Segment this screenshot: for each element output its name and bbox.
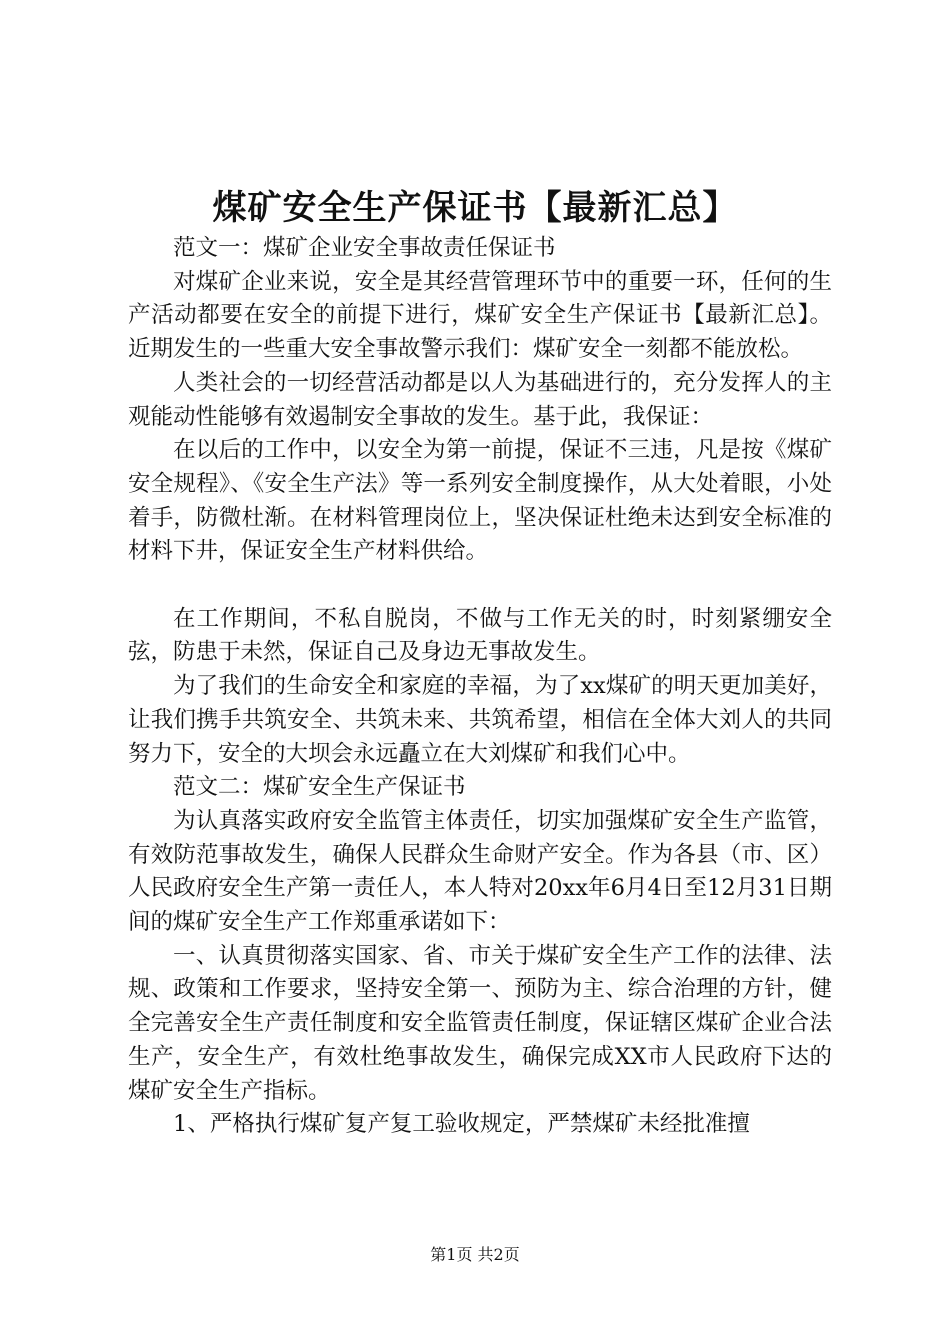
- paragraph-section-heading-1: 范文一：煤矿企业安全事故责任保证书: [173, 235, 556, 261]
- paragraph-item-one-sub-1: 1、严格执行煤矿复产复工验收规定，严禁煤矿未经批准擅: [173, 1111, 750, 1138]
- paragraph-foundation: 人类社会的一切经营活动都是以人为基础进行的，充分发挥人的主观能动性能够有效遏制安全事故的发生。基于此，我保证：: [128, 369, 832, 430]
- paragraph-intro: 对煤矿企业来说，安全是其经营管理环节中的重要一环，任何的生产活动都要在安全的前提下进行，煤矿安全生产保证书【最新汇总】。近期发生的一些重大安全事故警示我们：煤矿安全一刻都不能放松。: [128, 268, 832, 363]
- paragraph-item-one: 一、认真贯彻落实国家、省、市关于煤矿安全生产工作的法律、法规、政策和工作要求，坚持安全第一、预防为主、综合治理的方针，健全完善安全生产责任制度和安全监管责任制度，保证辖区煤矿企业合法生产，安全生产，有效杜绝事故发生，确保完成XX市人民政府下达的煤矿安全生产指标。: [128, 942, 832, 1104]
- paragraph-section-heading-2: 范文二：煤矿安全生产保证书: [173, 774, 466, 801]
- document-title: 煤矿安全生产保证书【最新汇总】: [212, 188, 738, 228]
- paragraph-work-period: 在工作期间，不私自脱岗，不做与工作无关的时，时刻紧绷安全弦，防患于未然，保证自己及身边无事故发生。: [128, 605, 832, 666]
- paragraph-closing: 为了我们的生命安全和家庭的幸福，为了xx煤矿的明天更加美好，让我们携手共筑安全、共筑未来、共筑希望，相信在全体大刘人的共同努力下，安全的大坝会永远矗立在大刘煤矿和我们心中。: [128, 673, 832, 767]
- page-footer: 第1页 共2页: [430, 1245, 520, 1264]
- paragraph-commitment: 在以后的工作中，以安全为第一前提，保证不三违，凡是按《煤矿安全规程》、《安全生产法》等一系列安全制度操作，从大处着眼，小处着手，防微杜渐。在材料管理岗位上，坚决保证杜绝未达到安全标准的材料下井，保证安全生产材料供给。: [128, 437, 832, 565]
- document-body: [128, 232, 832, 1142]
- paragraph-pledge-intro: 为认真落实政府安全监管主体责任，切实加强煤矿安全生产监管，有效防范事故发生，确保人民群众生命财产安全。作为各县（市、区）人民政府安全生产第一责任人，本人特对20xx年6月4日至12月31日期间的煤矿安全生产工作郑重承诺如下：: [128, 807, 832, 936]
